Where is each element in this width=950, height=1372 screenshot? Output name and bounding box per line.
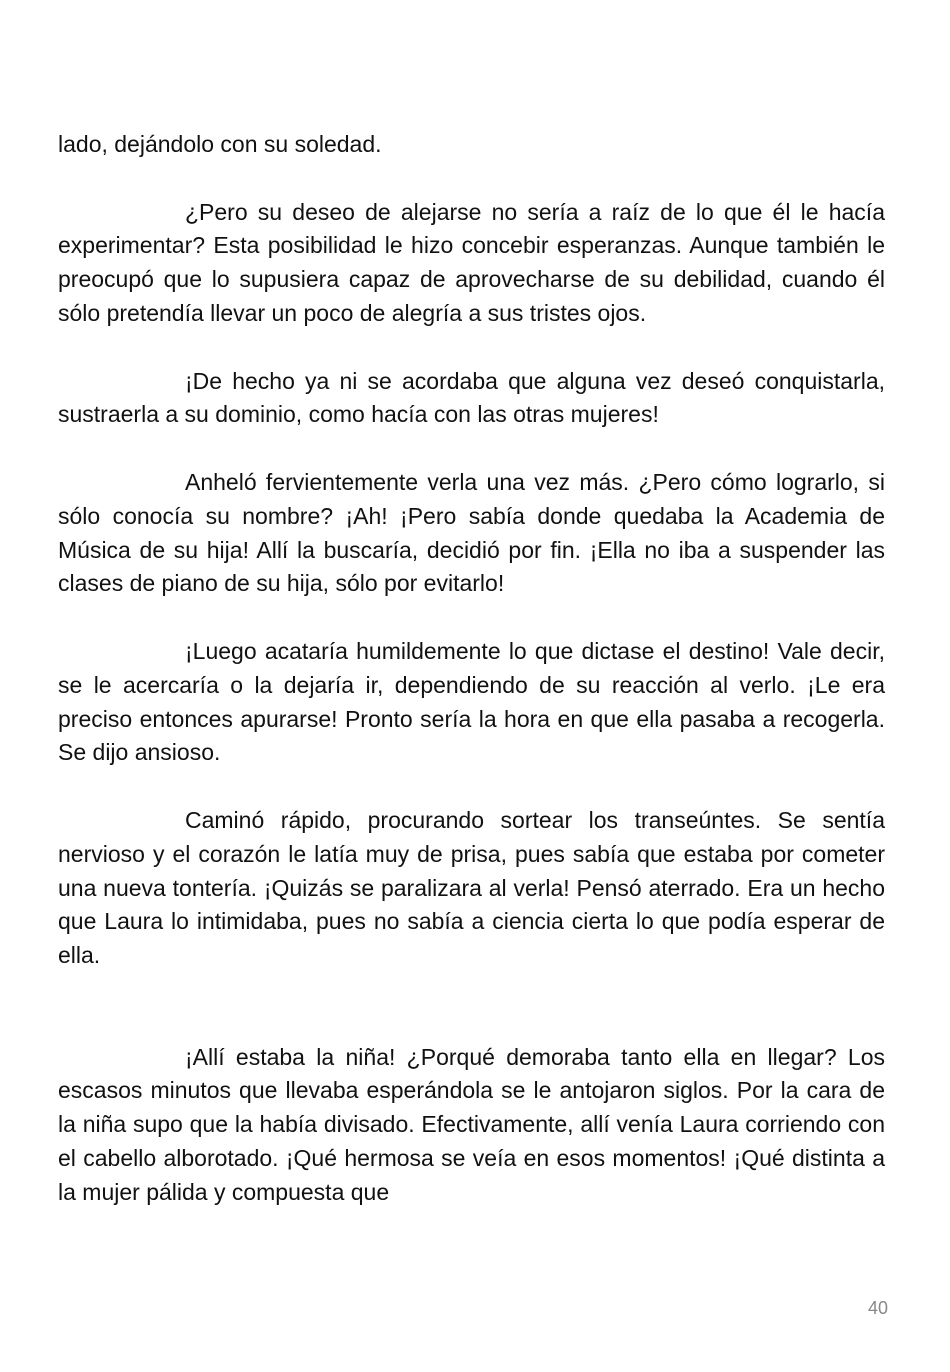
paragraph-2: ¿Pero su deseo de alejarse no sería a raíz de lo que él le hacía experimentar? Esta posibilidad le hizo concebir esperanzas. Aunque también le preocupó que lo supusiera capaz de aprovecharse de su debilidad, cuando él sólo pretendía llevar un poco de alegría a sus tristes ojos. bbox=[58, 198, 885, 326]
body-text bbox=[58, 128, 885, 1210]
paragraph-1: lado, dejándolo con su soledad. bbox=[58, 131, 382, 157]
paragraph-5: ¡Luego acataría humildemente lo que dictase el destino! Vale decir, se le acercaría o la dejaría ir, dependiendo de su reacción al verlo. ¡Le era preciso entonces apurarse! Pronto sería la hora en que ella pasaba a recogerla. Se dijo ansioso. bbox=[58, 637, 885, 766]
paragraph-7: ¡Allí estaba la niña! ¿Porqué demoraba tanto ella en llegar? Los escasos minutos que llevaba esperándola se le antojaron siglos. Por la cara de la niña supo que la había divisado. Efectivamente, allí venía Laura corriendo con el cabello alborotado. ¡Qué hermosa se veía en esos momentos! ¡Qué distinta a la mujer pálida y compuesta que bbox=[58, 1043, 885, 1205]
paragraph-spacer bbox=[58, 162, 885, 196]
paragraph-spacer bbox=[58, 331, 885, 365]
paragraph-spacer bbox=[58, 432, 885, 466]
paragraph-6: Caminó rápido, procurando sortear los transeúntes. Se sentía nervioso y el corazón le latía muy de prisa, pues sabía que estaba por cometer una nueva tontería. ¡Quizás se paralizara al verla! Pensó aterrado. Era un hecho que Laura lo intimidaba, pues no sabía a ciencia cierta lo que podía esperar de ella. bbox=[58, 806, 885, 969]
paragraph-spacer bbox=[58, 770, 885, 804]
paragraph-spacer bbox=[58, 973, 885, 1041]
paragraph-4: Anheló fervientemente verla una vez más. ¿Pero cómo lograrlo, si sólo conocía su nombre? ¡Ah! ¡Pero sabía donde quedaba la Academia de Música de su hija! Allí la buscaría, decidió por fin. ¡Ella no iba a suspender las clases de piano de su hija, sólo por evitarlo! bbox=[58, 468, 885, 597]
paragraph-3: ¡De hecho ya ni se acordaba que alguna vez deseó conquistarla, sustraerla a su dominio, como hacía con las otras mujeres! bbox=[58, 367, 885, 428]
page-number: 40 bbox=[867, 1298, 888, 1318]
paragraph-spacer bbox=[58, 601, 885, 635]
